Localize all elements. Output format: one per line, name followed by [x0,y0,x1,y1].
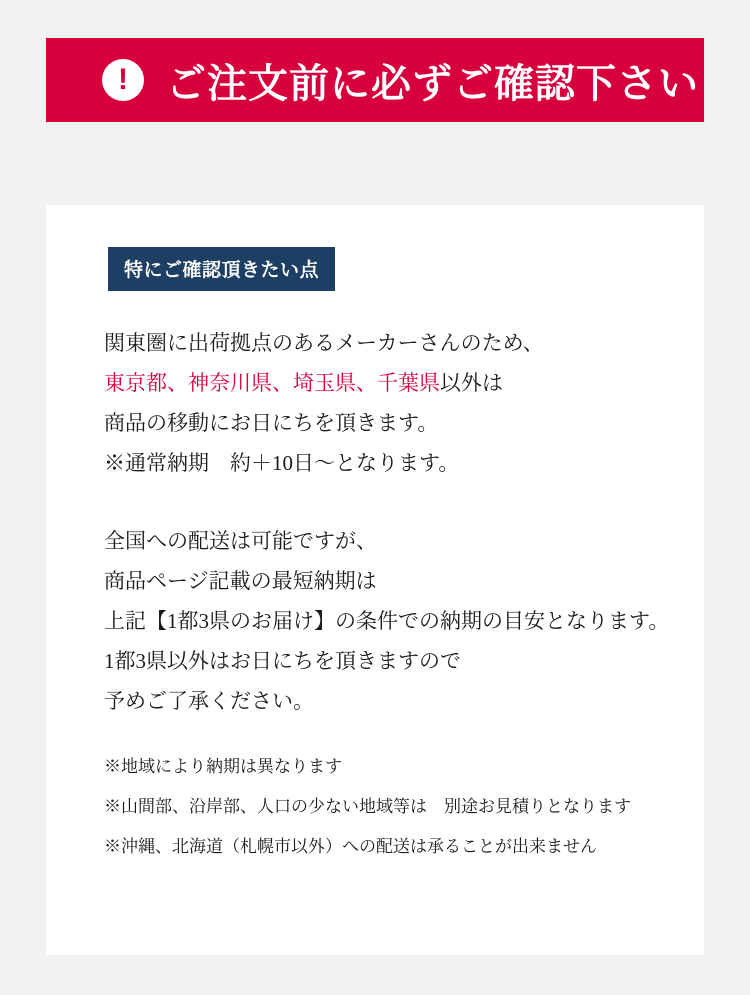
banner-title: ご注文前に必ずご確認下さい [166,60,699,106]
paragraph1-line-2 [104,363,684,403]
note-item-3: ※沖縄、北海道（札幌市以外）への配送は承ることが出来ません [104,837,597,856]
note-item-2: ※山間部、沿岸部、人口の少ない地域等は 別途お見積りとなります [104,797,631,816]
paragraph2-line-2: 商品ページ記載の最短納期は [104,569,377,593]
paragraph-spacer [104,483,684,521]
paragraph2-line-1: 全国への配送は可能ですが、 [104,529,377,553]
notice-body [104,323,684,867]
section-tag: 特にご確認頂きたい点 [108,247,335,291]
paragraph2-line-4: 1都3県以外はお日にちを頂きますので [104,649,461,673]
paragraph1-line-3: 商品の移動にお日にちを頂きます。 [104,411,439,435]
paragraph1-line-1: 関東圏に出荷拠点のあるメーカーさんのため、 [104,331,544,355]
paragraph2-line-5: 予めご了承ください。 [104,689,314,713]
paragraph2-line-3: 上記【1都3県のお届け】の条件での納期の目安となります。 [104,609,670,633]
note-item-1: ※地域により納期は異なります [104,757,342,776]
notes-spacer [104,721,684,747]
exclamation-mark-icon: ! [102,59,144,101]
paragraph1-line-4: ※通常納期 約＋10日〜となります。 [104,451,460,475]
notice-card [46,205,704,955]
prefecture-list-suffix: 以外は [440,371,503,395]
warning-banner [46,38,704,122]
prefecture-list: 東京都、神奈川県、埼玉県、千葉県 [104,371,440,395]
